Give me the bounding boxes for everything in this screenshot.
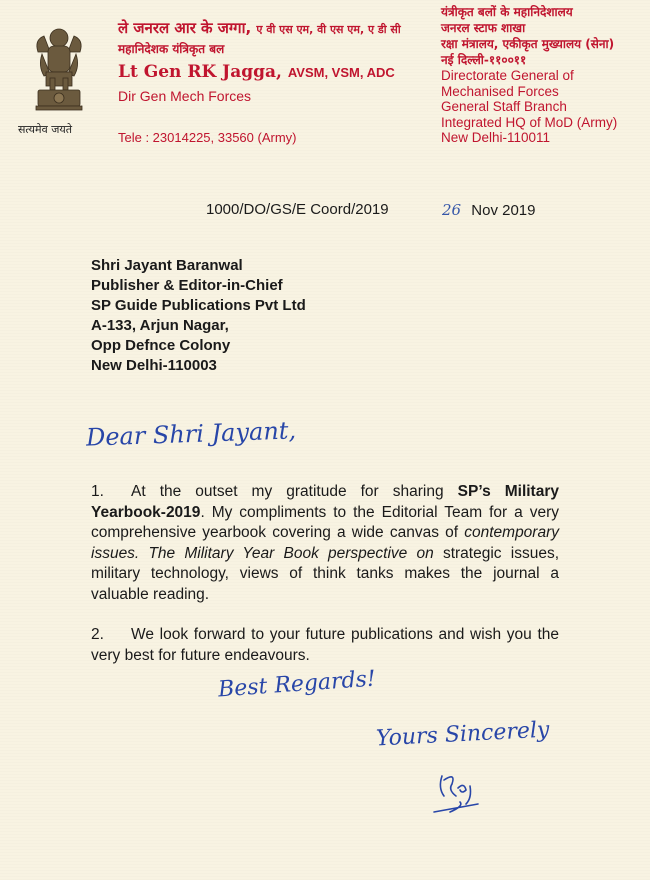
honours-hindi: ए वी एस एम, वी एस एम, ए डी सी	[256, 23, 401, 36]
letter-date	[442, 201, 535, 219]
name-english: Lt Gen RK Jagga,	[118, 62, 282, 82]
paragraph-number: 1.	[91, 483, 104, 500]
recipient-line: Opp Defnce Colony	[91, 337, 231, 354]
closing-regards-handwritten: Best Regards!	[217, 666, 377, 703]
officer-name-english	[118, 62, 395, 82]
address-hindi-line: रक्षा मंत्रालय, एकीकृत मुख्यालय (सेना)	[441, 37, 615, 51]
date-month-year: Nov 2019	[471, 202, 536, 219]
publication-title: SP’s Military Yearbook-2019	[91, 483, 559, 521]
recipient-line: A-133, Arjun Nagar,	[91, 317, 229, 334]
paragraph-2	[91, 625, 559, 666]
national-emblem-icon	[30, 26, 88, 114]
sign-off-handwritten: Yours Sincerely	[375, 717, 550, 752]
address-english-line: Integrated HQ of MoD (Army)	[441, 114, 618, 130]
letter-body	[91, 482, 559, 686]
recipient-line: Shri Jayant Baranwal	[91, 257, 243, 274]
recipient-line: SP Guide Publications Pvt Ltd	[91, 297, 306, 314]
reference-number: 1000/DO/GS/E Coord/2019	[206, 201, 389, 218]
title-hindi: महानिदेशक यंत्रिकृत बल	[118, 42, 225, 56]
address-english-line: Mechanised Forces	[441, 83, 559, 99]
address-hindi-line: जनरल स्टाफ शाखा	[441, 21, 526, 35]
salutation-handwritten: Dear Shri Jayant,	[85, 416, 297, 452]
paragraph-1	[91, 482, 559, 605]
address-hindi-line: नई दिल्ली-११००११	[441, 53, 527, 67]
address-english-line: Directorate General of	[441, 68, 574, 83]
address-english-line: General Staff Branch	[441, 99, 567, 114]
paragraph-text: strategic issues, military technology, views of think tanks makes the journal a valuable reading.	[91, 544, 559, 603]
recipient-line: New Delhi-110003	[91, 357, 217, 374]
paragraph-text: At the outset my gratitude for sharing	[131, 483, 458, 500]
recipient-address	[91, 256, 306, 376]
honours-english: AVSM, VSM, ADC	[287, 65, 395, 80]
telephone: Tele : 23014225, 33560 (Army)	[118, 130, 297, 145]
title-english: Dir Gen Mech Forces	[118, 88, 252, 104]
italic-text: contemporary issues. The Military Year Book perspective on	[91, 524, 559, 562]
name-hindi: ले जनरल आर के जग्गा,	[118, 19, 252, 37]
signature	[430, 768, 490, 818]
officer-name-hindi	[118, 18, 401, 38]
emblem-motto: सत्यमेव जयते	[18, 123, 73, 136]
paragraph-text: We look forward to your future publications and wish you the very best for future endeavours.	[91, 626, 559, 664]
recipient-line: Publisher & Editor-in-Chief	[91, 277, 283, 294]
address-hindi-line: यंत्रीकृत बलों के महानिदेशालय	[441, 5, 573, 19]
paragraph-number: 2.	[91, 626, 104, 643]
office-address	[441, 4, 617, 146]
date-day-handwritten: 26	[442, 201, 462, 219]
address-english-line: New Delhi-110011	[441, 130, 551, 145]
paragraph-text: . My compliments to the Editorial Team for a very comprehensive yearbook covering a wide canvas of	[91, 503, 559, 541]
